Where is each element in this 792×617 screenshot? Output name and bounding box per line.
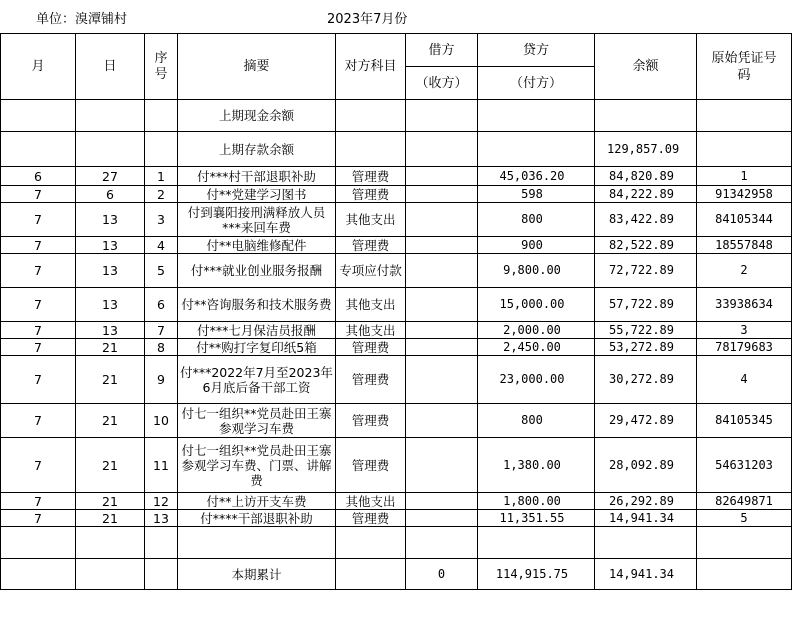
seq-cell: 1 bbox=[145, 167, 178, 186]
ledger-row bbox=[1, 438, 792, 493]
account-cell: 其他支出 bbox=[336, 203, 406, 237]
ledger-row bbox=[1, 404, 792, 438]
ledger-row bbox=[1, 237, 792, 254]
credit-cell: 800 bbox=[478, 404, 595, 438]
credit-cell: 2,000.00 bbox=[478, 322, 595, 339]
day-cell: 13 bbox=[76, 203, 145, 237]
account-cell: 管理费 bbox=[336, 356, 406, 404]
opening-deposit-balance: 129,857.09 bbox=[595, 132, 697, 167]
seq-cell: 3 bbox=[145, 203, 178, 237]
ledger-row bbox=[1, 288, 792, 322]
day-cell: 21 bbox=[76, 356, 145, 404]
voucher-cell: 4 bbox=[697, 356, 792, 404]
voucher-cell: 3 bbox=[697, 322, 792, 339]
account-cell: 管理费 bbox=[336, 438, 406, 493]
unit-label: 单位：溴潭铺村 bbox=[36, 12, 128, 27]
day-cell: 21 bbox=[76, 339, 145, 356]
month-cell: 7 bbox=[1, 237, 76, 254]
credit-cell: 23,000.00 bbox=[478, 356, 595, 404]
header-day: 日 bbox=[76, 34, 145, 100]
debit-cell bbox=[406, 288, 478, 322]
month-cell: 7 bbox=[1, 404, 76, 438]
header-debit-sub: （收方） bbox=[406, 67, 478, 100]
ledger-row bbox=[1, 167, 792, 186]
account-cell: 管理费 bbox=[336, 186, 406, 203]
balance-cell: 14,941.34 bbox=[595, 510, 697, 527]
day-cell: 13 bbox=[76, 322, 145, 339]
voucher-cell: 5 bbox=[697, 510, 792, 527]
month-cell: 7 bbox=[1, 186, 76, 203]
credit-cell: 2,450.00 bbox=[478, 339, 595, 356]
credit-cell: 800 bbox=[478, 203, 595, 237]
day-cell: 27 bbox=[76, 167, 145, 186]
credit-cell: 15,000.00 bbox=[478, 288, 595, 322]
summary-cell: 付到襄阳接刑满释放人员***来回车费 bbox=[178, 203, 336, 237]
summary-cell: 付***2022年7月至2023年6月底后备干部工资 bbox=[178, 356, 336, 404]
account-cell: 管理费 bbox=[336, 237, 406, 254]
seq-cell: 11 bbox=[145, 438, 178, 493]
header-summary: 摘要 bbox=[178, 34, 336, 100]
seq-cell: 13 bbox=[145, 510, 178, 527]
credit-cell: 45,036.20 bbox=[478, 167, 595, 186]
month-cell: 7 bbox=[1, 493, 76, 510]
seq-cell: 9 bbox=[145, 356, 178, 404]
summary-cell: 付****干部退职补助 bbox=[178, 510, 336, 527]
balance-cell: 28,092.89 bbox=[595, 438, 697, 493]
header-credit-sub: （付方） bbox=[478, 67, 595, 100]
header-balance: 余额 bbox=[595, 34, 697, 100]
summary-cell: 付**上访开支车费 bbox=[178, 493, 336, 510]
debit-cell bbox=[406, 322, 478, 339]
header-debit: 借方 bbox=[406, 34, 478, 67]
voucher-cell: 84105345 bbox=[697, 404, 792, 438]
month-cell: 7 bbox=[1, 203, 76, 237]
balance-cell: 29,472.89 bbox=[595, 404, 697, 438]
month-cell: 7 bbox=[1, 322, 76, 339]
debit-cell bbox=[406, 167, 478, 186]
account-cell: 管理费 bbox=[336, 404, 406, 438]
month-cell: 7 bbox=[1, 254, 76, 288]
day-cell: 21 bbox=[76, 493, 145, 510]
balance-cell: 57,722.89 bbox=[595, 288, 697, 322]
summary-cell: 付**党建学习图书 bbox=[178, 186, 336, 203]
totals-credit: 114,915.75 bbox=[478, 559, 595, 590]
debit-cell bbox=[406, 493, 478, 510]
month-cell: 7 bbox=[1, 438, 76, 493]
balance-cell: 30,272.89 bbox=[595, 356, 697, 404]
header-row-1 bbox=[1, 34, 792, 67]
voucher-cell: 18557848 bbox=[697, 237, 792, 254]
account-cell: 其他支出 bbox=[336, 288, 406, 322]
ledger-row bbox=[1, 186, 792, 203]
ledger-row bbox=[1, 356, 792, 404]
day-cell: 13 bbox=[76, 237, 145, 254]
ledger-row bbox=[1, 203, 792, 237]
header-account: 对方科目 bbox=[336, 34, 406, 100]
day-cell: 13 bbox=[76, 254, 145, 288]
debit-cell bbox=[406, 237, 478, 254]
summary-cell: 付**电脑维修配件 bbox=[178, 237, 336, 254]
opening-deposit-label: 上期存款余额 bbox=[178, 132, 336, 167]
day-cell: 21 bbox=[76, 438, 145, 493]
seq-cell: 10 bbox=[145, 404, 178, 438]
debit-cell bbox=[406, 186, 478, 203]
ledger-row bbox=[1, 493, 792, 510]
voucher-cell: 33938634 bbox=[697, 288, 792, 322]
balance-cell: 55,722.89 bbox=[595, 322, 697, 339]
balance-cell: 84,820.89 bbox=[595, 167, 697, 186]
summary-cell: 付***村干部退职补助 bbox=[178, 167, 336, 186]
debit-cell bbox=[406, 404, 478, 438]
voucher-cell: 54631203 bbox=[697, 438, 792, 493]
account-cell: 管理费 bbox=[336, 167, 406, 186]
voucher-cell: 84105344 bbox=[697, 203, 792, 237]
header-line bbox=[0, 0, 792, 33]
seq-cell: 7 bbox=[145, 322, 178, 339]
period-label: 2023年7月份 bbox=[327, 12, 408, 27]
debit-cell bbox=[406, 203, 478, 237]
totals-balance: 14,941.34 bbox=[595, 559, 697, 590]
seq-cell: 6 bbox=[145, 288, 178, 322]
debit-cell bbox=[406, 438, 478, 493]
header-voucher: 原始凭证号码 bbox=[697, 34, 792, 100]
totals-debit: 0 bbox=[406, 559, 478, 590]
credit-cell: 1,380.00 bbox=[478, 438, 595, 493]
opening-deposit-row bbox=[1, 132, 792, 167]
seq-cell: 2 bbox=[145, 186, 178, 203]
blank-row bbox=[1, 527, 792, 559]
voucher-cell: 82649871 bbox=[697, 493, 792, 510]
summary-cell: 付***七月保洁员报酬 bbox=[178, 322, 336, 339]
seq-cell: 5 bbox=[145, 254, 178, 288]
month-cell: 7 bbox=[1, 339, 76, 356]
voucher-cell: 91342958 bbox=[697, 186, 792, 203]
debit-cell bbox=[406, 339, 478, 356]
account-cell: 其他支出 bbox=[336, 322, 406, 339]
header-credit: 贷方 bbox=[478, 34, 595, 67]
credit-cell: 9,800.00 bbox=[478, 254, 595, 288]
opening-cash-row bbox=[1, 100, 792, 132]
account-cell: 专项应付款 bbox=[336, 254, 406, 288]
balance-cell: 53,272.89 bbox=[595, 339, 697, 356]
summary-cell: 付**咨询服务和技术服务费 bbox=[178, 288, 336, 322]
seq-cell: 8 bbox=[145, 339, 178, 356]
summary-cell: 付**购打字复印纸5箱 bbox=[178, 339, 336, 356]
debit-cell bbox=[406, 356, 478, 404]
balance-cell: 82,522.89 bbox=[595, 237, 697, 254]
month-cell: 7 bbox=[1, 356, 76, 404]
cash-ledger-table bbox=[0, 33, 792, 590]
totals-row bbox=[1, 559, 792, 590]
balance-cell: 72,722.89 bbox=[595, 254, 697, 288]
day-cell: 21 bbox=[76, 510, 145, 527]
credit-cell: 598 bbox=[478, 186, 595, 203]
account-cell: 其他支出 bbox=[336, 493, 406, 510]
ledger-row bbox=[1, 254, 792, 288]
header-month: 月 bbox=[1, 34, 76, 100]
ledger-row bbox=[1, 322, 792, 339]
opening-cash-label: 上期现金余额 bbox=[178, 100, 336, 132]
seq-cell: 12 bbox=[145, 493, 178, 510]
day-cell: 13 bbox=[76, 288, 145, 322]
balance-cell: 26,292.89 bbox=[595, 493, 697, 510]
summary-cell: 付七一组织**党员赴田王寨参观学习车费 bbox=[178, 404, 336, 438]
credit-cell: 1,800.00 bbox=[478, 493, 595, 510]
credit-cell: 11,351.55 bbox=[478, 510, 595, 527]
month-cell: 7 bbox=[1, 288, 76, 322]
month-cell: 7 bbox=[1, 510, 76, 527]
month-cell: 6 bbox=[1, 167, 76, 186]
account-cell: 管理费 bbox=[336, 510, 406, 527]
account-cell: 管理费 bbox=[336, 339, 406, 356]
voucher-cell: 1 bbox=[697, 167, 792, 186]
seq-cell: 4 bbox=[145, 237, 178, 254]
totals-label: 本期累计 bbox=[178, 559, 336, 590]
debit-cell bbox=[406, 510, 478, 527]
day-cell: 21 bbox=[76, 404, 145, 438]
summary-cell: 付七一组织**党员赴田王寨参观学习车费、门票、讲解费 bbox=[178, 438, 336, 493]
debit-cell bbox=[406, 254, 478, 288]
balance-cell: 84,222.89 bbox=[595, 186, 697, 203]
ledger-row bbox=[1, 339, 792, 356]
ledger-row bbox=[1, 510, 792, 527]
voucher-cell: 78179683 bbox=[697, 339, 792, 356]
summary-cell: 付***就业创业服务报酬 bbox=[178, 254, 336, 288]
voucher-cell: 2 bbox=[697, 254, 792, 288]
credit-cell: 900 bbox=[478, 237, 595, 254]
balance-cell: 83,422.89 bbox=[595, 203, 697, 237]
header-seq: 序号 bbox=[145, 34, 178, 100]
day-cell: 6 bbox=[76, 186, 145, 203]
